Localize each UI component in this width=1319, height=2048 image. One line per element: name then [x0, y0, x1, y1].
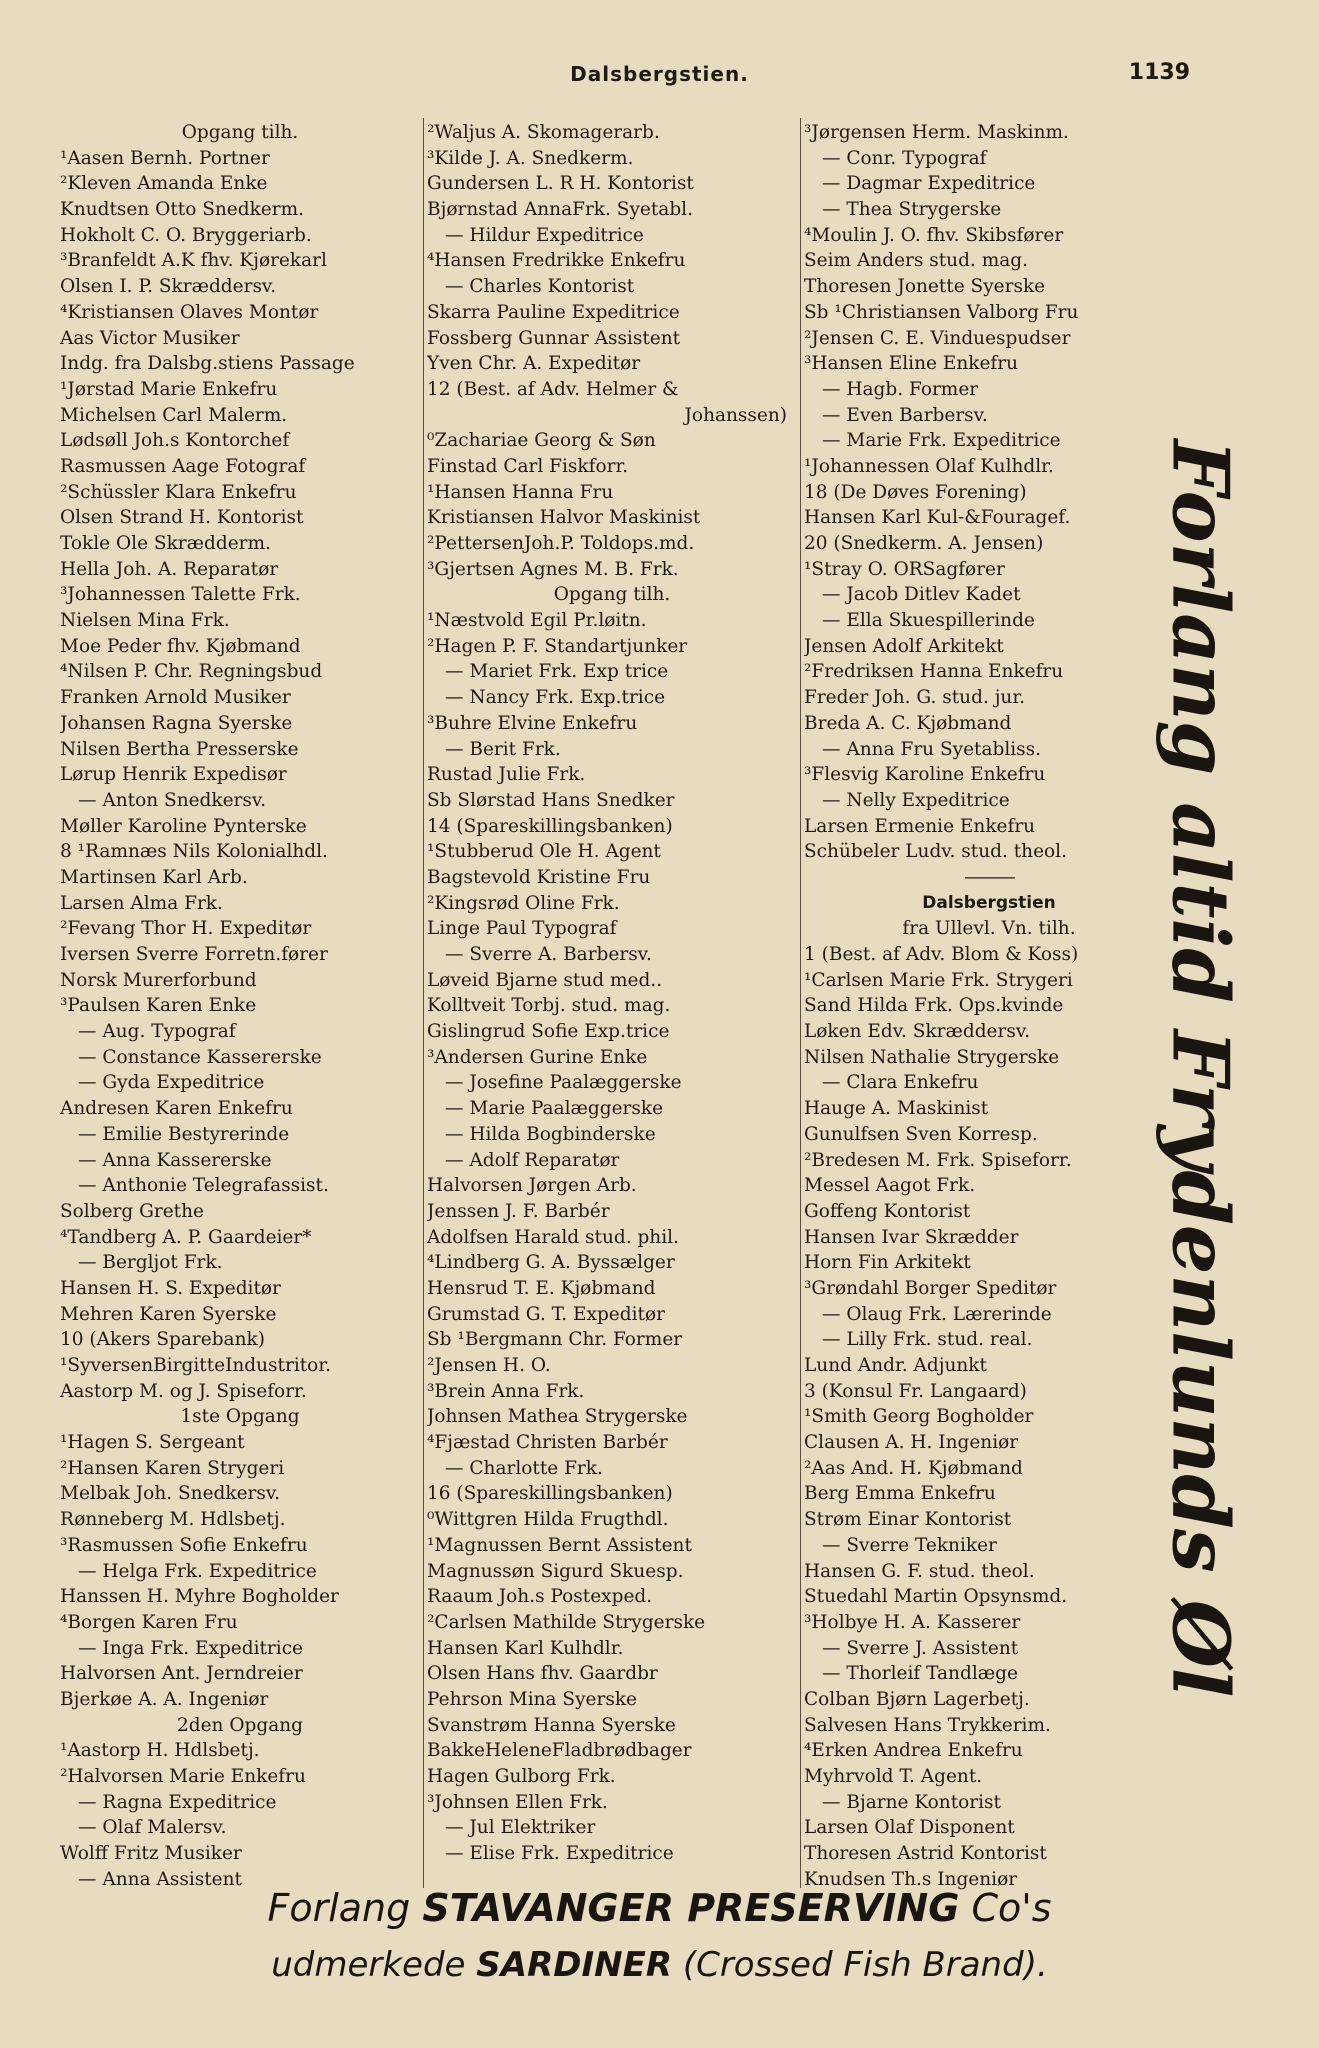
directory-entry: ¹Aastorp H. Hdlsbetj.	[60, 1740, 260, 1762]
directory-entry: — Gyda Expeditrice	[78, 1072, 265, 1094]
directory-entry: — Clara Enkefru	[822, 1072, 979, 1094]
side-advertisement	[1154, 439, 1246, 1697]
directory-entry: — Constance Kassererske	[78, 1046, 322, 1068]
directory-entry: Finstad Carl Fiskforr.	[427, 455, 629, 477]
directory-entry: Messel Aagot Frk.	[804, 1175, 976, 1197]
directory-entry: — Anna Fru Syetabliss.	[822, 738, 1042, 760]
directory-entry: Jensen Adolf Arkitekt	[804, 635, 1004, 657]
directory-entry: Grumstad G. T. Expeditør	[427, 1303, 665, 1325]
directory-entry: Hauge A. Maskinist	[804, 1098, 989, 1120]
directory-entry: Halvorsen Ant. Jerndreier	[60, 1663, 303, 1685]
directory-entry: Hansen G. F. stud. theol.	[804, 1560, 1035, 1582]
directory-entry: ³Brein Anna Frk.	[427, 1380, 585, 1402]
directory-entry: Andresen Karen Enkefru	[60, 1098, 293, 1120]
directory-entry: — Hagb. Former	[822, 378, 979, 400]
directory-entry: — Jul Elektriker	[445, 1817, 596, 1839]
directory-entry: Hanssen H. Myhre Bogholder	[60, 1586, 339, 1608]
directory-entry: — Emilie Bestyrerinde	[78, 1123, 290, 1145]
directory-entry: Løveid Bjarne stud med..	[427, 969, 663, 991]
directory-entry: Michelsen Carl Malerm.	[60, 404, 288, 426]
bottom-advertisement-line1	[0, 1886, 1319, 1930]
directory-entry: Knudsen Th.s Ingeniør	[804, 1868, 1018, 1890]
directory-entry: — Conr. Typograf	[822, 147, 987, 169]
directory-entry: Dalsbergstien	[922, 892, 1056, 913]
directory-entry: Sb ¹Christiansen Valborg Fru	[804, 301, 1079, 323]
directory-entry: ⁴Nilsen P. Chr. Regningsbud	[60, 661, 323, 683]
directory-entry: 10 (Akers Sparebank)	[60, 1329, 265, 1351]
directory-entry: Stuedahl Martin Opsynsmd.	[804, 1586, 1068, 1608]
directory-entry: Jenssen J. F. Barbér	[427, 1200, 610, 1222]
column-rule	[800, 118, 801, 1888]
directory-entry: Melbak Joh. Snedkersv.	[60, 1483, 281, 1505]
directory-entry: — Josefine Paalæggerske	[445, 1072, 682, 1094]
directory-entry: Gundersen L. R H. Kontorist	[427, 173, 694, 195]
directory-entry: ¹Carlsen Marie Frk. Strygeri	[804, 969, 1073, 991]
directory-entry: Schübeler Ludv. stud. theol.	[804, 841, 1067, 863]
directory-entry: Horn Fin Arkitekt	[804, 1252, 971, 1274]
directory-entry: ²Waljus A. Skomagerarb.	[427, 122, 660, 143]
directory-entry: — Marie Paalæggerske	[445, 1098, 664, 1120]
directory-entry: ⁴Moulin J. O. fhv. Skibsfører	[804, 224, 1064, 246]
directory-entry: Hella Joh. A. Reparatør	[60, 558, 279, 580]
directory-entry: ²PettersenJoh.P. Toldops.md.	[427, 533, 695, 554]
directory-entry: Goffeng Kontorist	[804, 1200, 971, 1222]
directory-entry: — Charles Kontorist	[445, 276, 635, 298]
directory-entry: — Mariet Frk. Exp trice	[445, 661, 669, 683]
directory-entry: Thoresen Astrid Kontorist	[804, 1843, 1047, 1865]
directory-entry: — Anna Assistent	[78, 1868, 242, 1890]
directory-entry: ³Branfeldt A.K fhv. Kjørekarl	[60, 250, 327, 272]
directory-entry: — Anton Snedkersv.	[78, 789, 267, 811]
directory-entry: Hansen Ivar Skrædder	[804, 1226, 1019, 1248]
directory-entry: — Elise Frk. Expeditrice	[445, 1843, 674, 1865]
directory-entry: Lødsøll Joh.s Kontorchef	[60, 430, 290, 452]
directory-entry: 18 (De Døves Forening)	[804, 481, 1027, 503]
directory-entry: ⁴Lindberg G. A. Byssælger	[427, 1252, 675, 1274]
directory-entry: Møller Karoline Pynterske	[60, 815, 307, 837]
directory-entry: Nielsen Mina Frk.	[60, 610, 230, 632]
directory-entry: Hansen Karl Kulhdlr.	[427, 1637, 624, 1659]
ad-brand: STAVANGER PRESERVING	[422, 1886, 960, 1930]
directory-entry: 20 (Snedkerm. A. Jensen)	[804, 533, 1044, 554]
directory-entry: Larsen Alma Frk.	[60, 892, 223, 914]
directory-entry: — Hildur Expeditrice	[445, 224, 644, 246]
directory-entry: Sand Hilda Frk. Ops.kvinde	[804, 995, 1064, 1017]
directory-entry: ²Kingsrød Oline Frk.	[427, 892, 620, 914]
directory-entry: ²Fredriksen Hanna Enkefru	[804, 661, 1064, 683]
directory-entry: Seim Anders stud. mag.	[804, 250, 1028, 272]
directory-entry: ³Buhre Elvine Enkefru	[427, 712, 638, 734]
directory-entry: Gunulfsen Sven Korresp.	[804, 1123, 1038, 1145]
bottom-advertisement-line2	[0, 1945, 1319, 1985]
directory-entry: ¹Aasen Bernh. Portner	[60, 147, 270, 169]
directory-entry: — Aug. Typograf	[78, 1021, 236, 1043]
directory-entry: ²Carlsen Mathilde Strygerske	[427, 1611, 706, 1633]
directory-entry: ²Jensen H. O.	[427, 1355, 551, 1376]
directory-entry: — Dagmar Expeditrice	[822, 173, 1036, 195]
directory-entry: ⁴Tandberg A. P. Gaardeier*	[60, 1226, 312, 1248]
directory-entry: Breda A. C. Kjøbmand	[804, 712, 1012, 734]
directory-column-2	[427, 120, 797, 1867]
directory-entry: Olsen Hans fhv. Gaardbr	[427, 1663, 658, 1685]
directory-entry: Raaum Joh.s Postexped.	[427, 1586, 653, 1608]
directory-entry: Hansen H. S. Expeditør	[60, 1277, 281, 1299]
directory-entry: ⁴Kristiansen Olaves Montør	[60, 301, 319, 323]
ad-text: (Crossed Fish Brand).	[682, 1945, 1048, 1985]
ad-text: udmerkede	[271, 1945, 466, 1985]
page-title: Dalsbergstien.	[570, 62, 749, 86]
directory-entry: ³Kilde J. A. Snedkerm.	[427, 147, 634, 169]
directory-entry: Hansen Karl Kul-&Fouragef.	[804, 507, 1071, 529]
directory-entry: Aastorp M. og J. Spiseforr.	[60, 1380, 307, 1402]
directory-entry: Franken Arnold Musiker	[60, 687, 291, 709]
directory-entry: Svanstrøm Hanna Syerske	[427, 1714, 676, 1736]
directory-entry: Johanssen)	[684, 404, 787, 426]
directory-entry: Linge Paul Typograf	[427, 918, 617, 940]
directory-entry: — Bergljot Frk.	[78, 1252, 223, 1274]
directory-entry: Bagstevold Kristine Fru	[427, 866, 651, 888]
directory-entry: Berg Emma Enkefru	[804, 1483, 996, 1505]
directory-entry: Moe Peder fhv. Kjøbmand	[60, 635, 301, 657]
directory-entry: — Sverre J. Assistent	[822, 1637, 1019, 1659]
directory-entry: Sb Slørstad Hans Snedker	[427, 789, 675, 811]
directory-entry: Wolff Fritz Musiker	[60, 1843, 242, 1865]
directory-entry: Norsk Murerforbund	[60, 969, 257, 991]
directory-entry: 1ste Opgang	[180, 1406, 300, 1428]
directory-entry: Johansen Ragna Syerske	[60, 712, 293, 734]
directory-entry: Yven Chr. A. Expeditør	[427, 353, 641, 375]
directory-entry: ⁴Hansen Fredrikke Enkefru	[427, 250, 686, 272]
directory-entry: Tokle Ole Skrædderm.	[60, 533, 271, 554]
directory-entry: ³Holbye H. A. Kasserer	[804, 1611, 1021, 1633]
directory-entry: Rustad Julie Frk.	[427, 764, 586, 786]
directory-entry: ³Johnsen Ellen Frk.	[427, 1791, 608, 1813]
directory-column-3	[804, 120, 1174, 1892]
directory-entry: Magnussøn Sigurd Skuesp.	[427, 1560, 684, 1582]
directory-column-1	[60, 120, 420, 1892]
directory-entry: 12 (Best. af Adv. Helmer &	[427, 378, 679, 400]
directory-entry: Colban Bjørn Lagerbetj.	[804, 1688, 1030, 1710]
directory-entry: — Adolf Reparatør	[445, 1149, 620, 1171]
directory-entry: — Ragna Expeditrice	[78, 1791, 277, 1813]
directory-entry: ¹SyversenBirgitteIndustritor.	[60, 1355, 332, 1376]
directory-entry: ²Aas And. H. Kjøbmand	[804, 1457, 1023, 1479]
directory-entry: Bjørnstad AnnaFrk. Syetabl.	[427, 199, 693, 221]
directory-entry: ⁴Borgen Karen Fru	[60, 1611, 238, 1633]
directory-entry: Mehren Karen Syerske	[60, 1303, 277, 1325]
directory-entry: fra Ullevl. Vn. tilh.	[902, 918, 1076, 940]
directory-entry: ³Hansen Eline Enkefru	[804, 353, 1018, 375]
directory-entry: Solberg Grethe	[60, 1200, 204, 1222]
directory-entry: Clausen A. H. Ingeniør	[804, 1432, 1019, 1454]
directory-entry: ¹Smith Georg Bogholder	[804, 1406, 1034, 1428]
directory-entry: ³Flesvig Karoline Enkefru	[804, 764, 1046, 786]
directory-entry: Strøm Einar Kontorist	[804, 1509, 1012, 1531]
directory-entry: Thoresen Jonette Syerske	[804, 276, 1046, 298]
page-number: 1139	[1128, 60, 1190, 85]
directory-entry: Nilsen Nathalie Strygerske	[804, 1046, 1060, 1068]
directory-entry: — Sverre A. Barbersv.	[445, 944, 652, 965]
directory-entry: Opgang tilh.	[553, 584, 671, 606]
directory-entry: — Inga Frk. Expeditrice	[78, 1637, 303, 1659]
directory-entry: ¹Jørstad Marie Enkefru	[60, 378, 278, 400]
directory-entry: Halvorsen Jørgen Arb.	[427, 1175, 637, 1197]
directory-entry: ⁰Zachariae Georg & Søn	[427, 430, 656, 452]
directory-entry: — Berit Frk.	[445, 738, 561, 760]
directory-entry: ²Kleven Amanda Enke	[60, 173, 268, 195]
directory-entry: ¹Hagen S. Sergeant	[60, 1432, 245, 1454]
directory-entry: Myhrvold T. Agent.	[804, 1766, 983, 1787]
directory-entry: — Even Barbersv.	[822, 404, 988, 426]
directory-entry: Sb ¹Bergmann Chr. Former	[427, 1329, 683, 1351]
directory-entry: — Lilly Frk. stud. real.	[822, 1329, 1033, 1351]
directory-entry: ⁰Wittgren Hilda Frugthdl.	[427, 1509, 669, 1531]
directory-entry: ⁴Fjæstad Christen Barbér	[427, 1432, 668, 1454]
directory-entry: ³Johannessen Talette Frk.	[60, 584, 301, 606]
directory-entry: — Olaf Malersv.	[78, 1817, 227, 1839]
directory-entry: ¹Magnussen Bernt Assistent	[427, 1534, 692, 1556]
directory-entry: — Thorleif Tandlæge	[822, 1663, 1018, 1685]
directory-entry: Indg. fra Dalsbg.stiens Passage	[60, 353, 355, 375]
directory-entry: 8 ¹Ramnæs Nils Kolonialhdl.	[60, 841, 328, 863]
directory-entry: Martinsen Karl Arb.	[60, 866, 248, 888]
directory-entry: Freder Joh. G. stud. jur.	[804, 687, 1026, 709]
directory-entry: ²Halvorsen Marie Enkefru	[60, 1766, 306, 1787]
directory-entry: ³Gjertsen Agnes M. B. Frk.	[427, 558, 679, 580]
directory-entry: Johnsen Mathea Strygerske	[427, 1406, 688, 1428]
directory-entry: ³Rasmussen Sofie Enkefru	[60, 1534, 308, 1556]
directory-entry: — Nancy Frk. Exp.trice	[445, 687, 666, 709]
directory-entry: Hagen Gulborg Frk.	[427, 1766, 616, 1787]
directory-entry: ³Paulsen Karen Enke	[60, 995, 257, 1017]
directory-entry: BakkeHeleneFladbrødbager	[427, 1740, 692, 1762]
directory-entry: ¹Hansen Hanna Fru	[427, 481, 614, 503]
directory-entry: — Marie Frk. Expeditrice	[822, 430, 1061, 452]
directory-entry: Hokholt C. O. Bryggeriarb.	[60, 224, 312, 246]
directory-entry: ¹Stray O. ORSagfører	[804, 558, 1005, 580]
directory-entry: — Bjarne Kontorist	[822, 1791, 1001, 1813]
directory-entry: ²Hansen Karen Strygeri	[60, 1457, 285, 1479]
directory-entry: Løken Edv. Skræddersv.	[804, 1021, 1030, 1043]
directory-entry: 14 (Spareskillingsbanken)	[427, 815, 673, 837]
directory-entry: Fossberg Gunnar Assistent	[427, 327, 681, 349]
directory-entry: Salvesen Hans Trykkerim.	[804, 1714, 1051, 1736]
directory-entry: — Jacob Ditlev Kadet	[822, 584, 1021, 606]
directory-entry: Olsen I. P. Skræddersv.	[60, 276, 277, 298]
ad-brand: SARDINER	[476, 1945, 673, 1985]
directory-entry: ²Fevang Thor H. Expeditør	[60, 918, 312, 940]
directory-entry: 3 (Konsul Fr. Langaard)	[804, 1380, 1027, 1402]
directory-entry: ²Bredesen M. Frk. Spiseforr.	[804, 1149, 1072, 1171]
column-rule	[423, 118, 424, 1888]
directory-entry: Adolfsen Harald stud. phil.	[427, 1226, 679, 1248]
directory-entry: 16 (Spareskillingsbanken)	[427, 1483, 673, 1505]
directory-entry: ¹Næstvold Egil Pr.løitn.	[427, 610, 647, 632]
directory-entry: — Olaug Frk. Lærerinde	[822, 1303, 1052, 1325]
directory-entry: ³Grøndahl Borger Speditør	[804, 1277, 1057, 1299]
directory-entry: Olsen Strand H. Kontorist	[60, 507, 304, 529]
directory-entry: — Charlotte Frk.	[445, 1457, 603, 1479]
directory-entry: Lørup Henrik Expedisør	[60, 764, 287, 786]
directory-entry: Bjerkøe A. A. Ingeniør	[60, 1688, 269, 1710]
directory-entry: ⁴Erken Andrea Enkefru	[804, 1740, 1023, 1762]
directory-entry: Kolltveit Torbj. stud. mag.	[427, 995, 671, 1017]
directory-entry: — Thea Strygerske	[822, 199, 1002, 221]
directory-entry: Aas Victor Musiker	[60, 327, 240, 349]
directory-entry: Larsen Olaf Disponent	[804, 1817, 1015, 1839]
directory-entry: Knudtsen Otto Snedkerm.	[60, 199, 305, 221]
directory-entry: — Nelly Expeditrice	[822, 789, 1010, 811]
directory-entry: — Hilda Bogbinderske	[445, 1123, 656, 1145]
directory-entry: — Ella Skuespillerinde	[822, 610, 1035, 632]
directory-entry: ²Hagen P. F. Standartjunker	[427, 635, 688, 657]
directory-entry: — Helga Frk. Expeditrice	[78, 1560, 317, 1582]
directory-entry: ²Schüssler Klara Enkefru	[60, 481, 297, 503]
directory-entry: Larsen Ermenie Enkefru	[804, 815, 1036, 837]
directory-entry: ³Andersen Gurine Enke	[427, 1046, 648, 1068]
directory-entry: Rasmussen Aage Fotograf	[60, 455, 306, 477]
directory-entry: Lund Andr. Adjunkt	[804, 1355, 987, 1376]
directory-entry: Pehrson Mina Syerske	[427, 1688, 638, 1710]
directory-entry: Iversen Sverre Forretn.fører	[60, 944, 328, 965]
directory-entry: 2den Opgang	[177, 1714, 303, 1736]
directory-entry: Rønneberg M. Hdlsbetj.	[60, 1509, 286, 1531]
directory-entry: Kristiansen Halvor Maskinist	[427, 507, 701, 529]
directory-entry: Hensrud T. E. Kjøbmand	[427, 1277, 656, 1299]
directory-entry: ¹Johannessen Olaf Kulhdlr.	[804, 455, 1054, 477]
directory-entry: Gislingrud Sofie Exp.trice	[427, 1021, 670, 1043]
directory-entry: — Anthonie Telegrafassist.	[78, 1175, 329, 1197]
directory-entry: Opgang tilh.	[181, 122, 299, 143]
directory-entry: ———	[964, 866, 1014, 888]
ad-text: Forlang	[267, 1886, 411, 1930]
side-advertisement-text: Forlang altid Frydenlunds Øl	[1154, 439, 1246, 1697]
directory-entry: Skarra Pauline Expeditrice	[427, 301, 680, 323]
directory-entry: — Anna Kassererske	[78, 1149, 272, 1171]
directory-entry: Nilsen Bertha Presserske	[60, 738, 299, 760]
directory-entry: 1 (Best. af Adv. Blom & Koss)	[804, 944, 1079, 965]
directory-entry: — Sverre Tekniker	[822, 1534, 997, 1556]
ad-text: Co's	[971, 1886, 1052, 1930]
directory-entry: ³Jørgensen Herm. Maskinm.	[804, 122, 1069, 143]
directory-entry: ¹Stubberud Ole H. Agent	[427, 841, 661, 863]
directory-entry: ²Jensen C. E. Vinduespudser	[804, 327, 1071, 349]
